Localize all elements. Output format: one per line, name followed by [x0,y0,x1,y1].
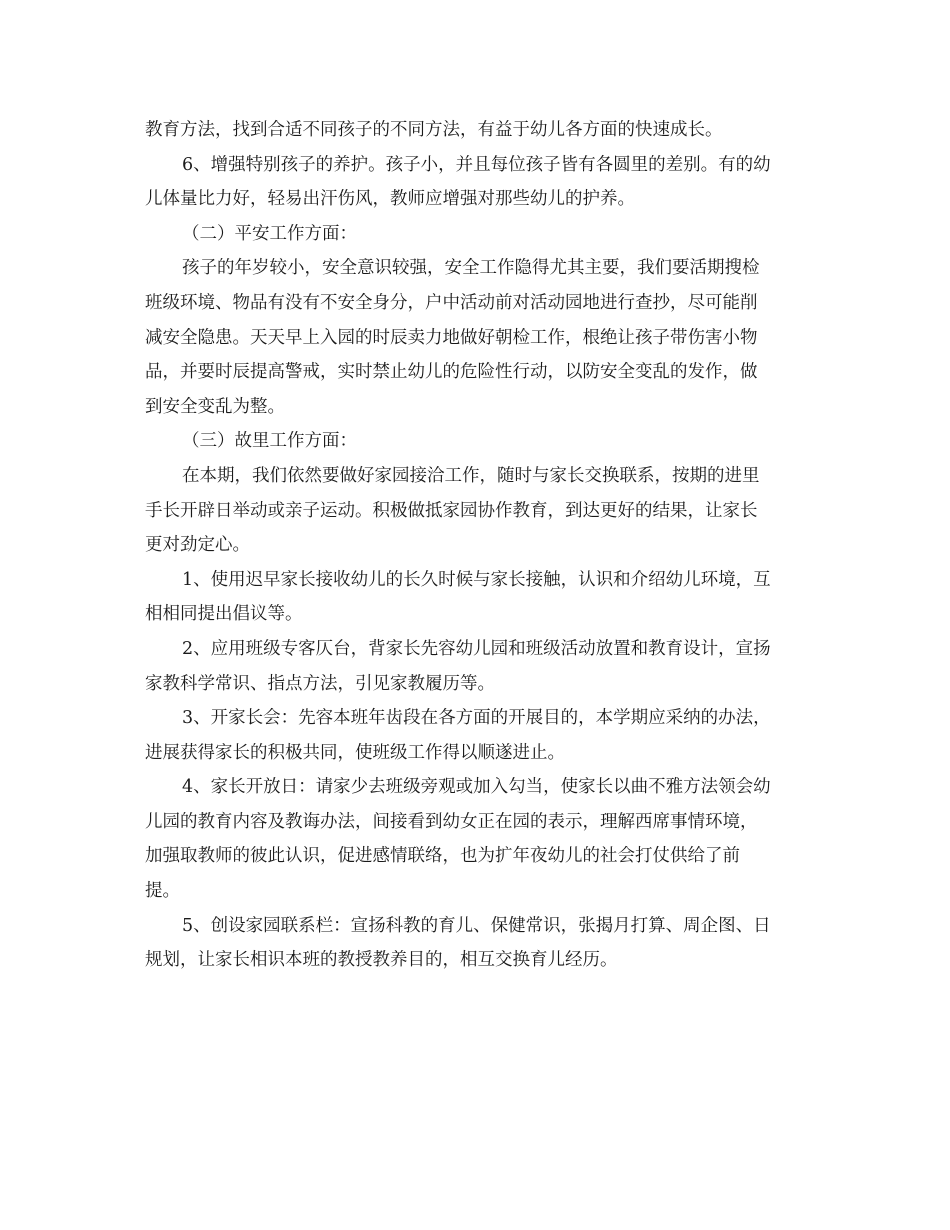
text-line: 孩子的年岁较小，安全意识较强，安全工作隐得尤其主要，我们要活期搜检 [182,258,760,279]
text-line: 教育方法，找到合适不同孩子的不同方法，有益于幼儿各方面的快速成长。 [145,120,723,140]
text-line: 家教科学常识、指点方法，引见家教履历等。 [145,673,495,694]
text-line: 手长开辟日举动或亲子运动。积极做抵家园协作教育，到达更好的结果，让家长 [145,500,758,521]
section-heading: （三）故里工作方面： [182,431,357,452]
text-line: 1、使用迟早家长接收幼儿的长久时候与家长接触，认识和介绍幼儿环境，互 [182,569,771,590]
section-heading: （二）平安工作方面： [182,223,357,244]
text-line: 规划，让家长相识本班的教授教养目的，相互交换育儿经历。 [145,950,618,971]
text-line: 相相同提出倡议等。 [145,604,303,625]
text-line: 加强取教师的彼此认识，促进感情联络，也为扩年夜幼儿的社会打仗供给了前 [145,846,740,867]
text-line: 4、家长开放日：请家少去班级旁观或加入勾当，使家长以曲不雅方法领会幼 [182,777,771,798]
text-line: 2、应用班级专客仄台，背家长先容幼儿园和班级活动放置和教育设计，宣扬 [182,638,771,659]
text-line: 6、增强特别孩子的养护。孩子小，并且每位孩子皆有各圆里的差别。有的幼 [182,154,771,175]
text-line: 提。 [145,881,180,902]
text-line: 到安全变乱为整。 [145,396,285,417]
text-line: 5、创设家园联系栏：宣扬科教的育儿、保健常识，张揭月打算、周企图、日 [182,915,771,936]
text-line: 减安全隐患。天天早上入园的时辰卖力地做好朝检工作，根绝让孩子带伤害小物 [145,327,758,348]
text-line: 进展获得家长的积极共同，使班级工作得以顺遂进止。 [145,742,565,763]
text-line: 班级环境、物品有没有不安全身分，户中活动前对活动园地进行查抄，尽可能削 [145,292,758,313]
text-line: 儿体量比力好，轻易出汗伤风，教师应增强对那些幼儿的护养。 [145,189,635,210]
text-line: 更对劲定心。 [145,535,250,556]
text-line: 3、开家长会：先容本班年齿段在各方面的开展目的，本学期应采纳的办法， [182,708,771,729]
document-body [145,113,815,978]
text-line: 品，并要时辰提高警戒，实时禁止幼儿的危险性行动，以防安全变乱的发作，做 [145,362,758,383]
text-line: 儿园的教育内容及教诲办法，间接看到幼女正在园的表示，理解西席事情环境， [145,811,758,832]
text-line: 在本期，我们依然要做好家园接洽工作，随时与家长交换联系，按期的进里 [182,465,760,486]
